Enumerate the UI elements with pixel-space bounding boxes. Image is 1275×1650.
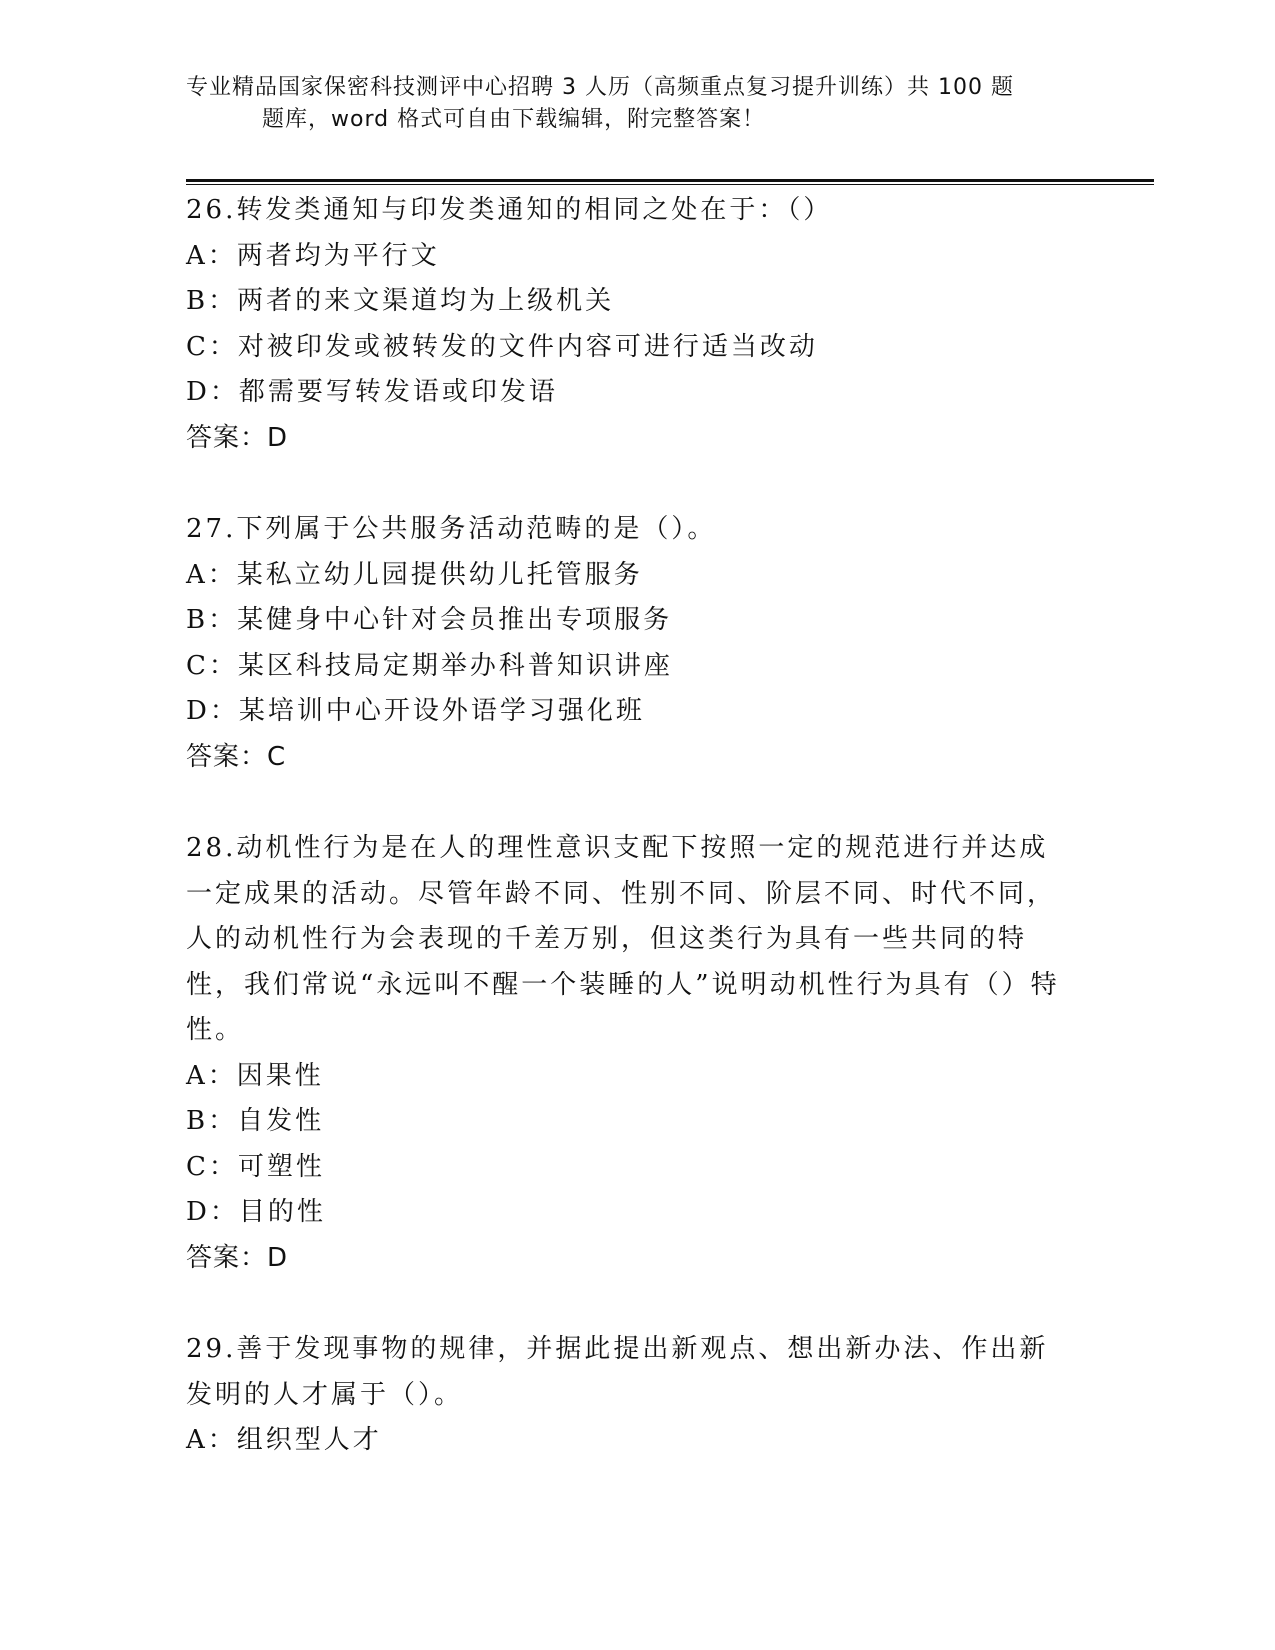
document-header <box>186 72 1066 136</box>
option-b: B：两者的来文渠道均为上级机关 <box>186 286 615 316</box>
question-26 <box>186 188 1076 461</box>
option-a: A：某私立幼儿园提供幼儿托管服务 <box>186 559 643 590</box>
option-d: D：某培训中心开设外语学习强化班 <box>186 696 645 726</box>
option-c: C：某区科技局定期举办科普知识讲座 <box>186 650 673 681</box>
option-b: B：自发性 <box>186 1106 325 1136</box>
answer: 答案：C <box>186 741 287 772</box>
question-stem: 27.下列属于公共服务活动范畴的是（）。 <box>186 514 717 544</box>
header-title-line-1: 专业精品国家保密科技测评中心招聘 3 人历（高频重点复习提升训练）共 100 题 <box>186 75 1014 100</box>
question-stem: 28.动机性行为是在人的理性意识支配下按照一定的规范进行并达成一定成果的活动。尽管年龄不同、性别不同、阶层不同、时代不同，人的动机性行为会表现的千差万别，但这类行为具有一些共同的特性，我们常说“永远叫不醒一个装睡的人”说明动机性行为具有（）特性。 <box>186 833 1060 1045</box>
question-stem: 29.善于发现事物的规律，并据此提出新观点、想出新办法、作出新发明的人才属于（）。 <box>186 1334 1049 1410</box>
option-c: C：可塑性 <box>186 1151 325 1182</box>
header-divider-thick <box>186 179 1154 182</box>
header-title-line-2: 题库，word 格式可自由下载编辑，附完整答案！ <box>262 107 766 132</box>
header-divider-thin <box>186 184 1154 185</box>
question-29 <box>186 1327 1076 1464</box>
option-d: D：目的性 <box>186 1197 326 1227</box>
question-stem: 26.转发类通知与印发类通知的相同之处在于：（） <box>186 195 833 225</box>
option-c: C：对被印发或被转发的文件内容可进行适当改动 <box>186 331 818 362</box>
option-d: D：都需要写转发语或印发语 <box>186 377 558 407</box>
option-a: A：两者均为平行文 <box>186 240 440 271</box>
option-a: A：组织型人才 <box>186 1425 382 1455</box>
question-list <box>186 188 1076 1464</box>
answer: 答案：D <box>186 422 289 453</box>
question-28 <box>186 826 1076 1281</box>
option-a: A：因果性 <box>186 1060 324 1091</box>
question-27 <box>186 507 1076 780</box>
answer: 答案：D <box>186 1242 289 1273</box>
option-b: B：某健身中心针对会员推出专项服务 <box>186 605 673 635</box>
